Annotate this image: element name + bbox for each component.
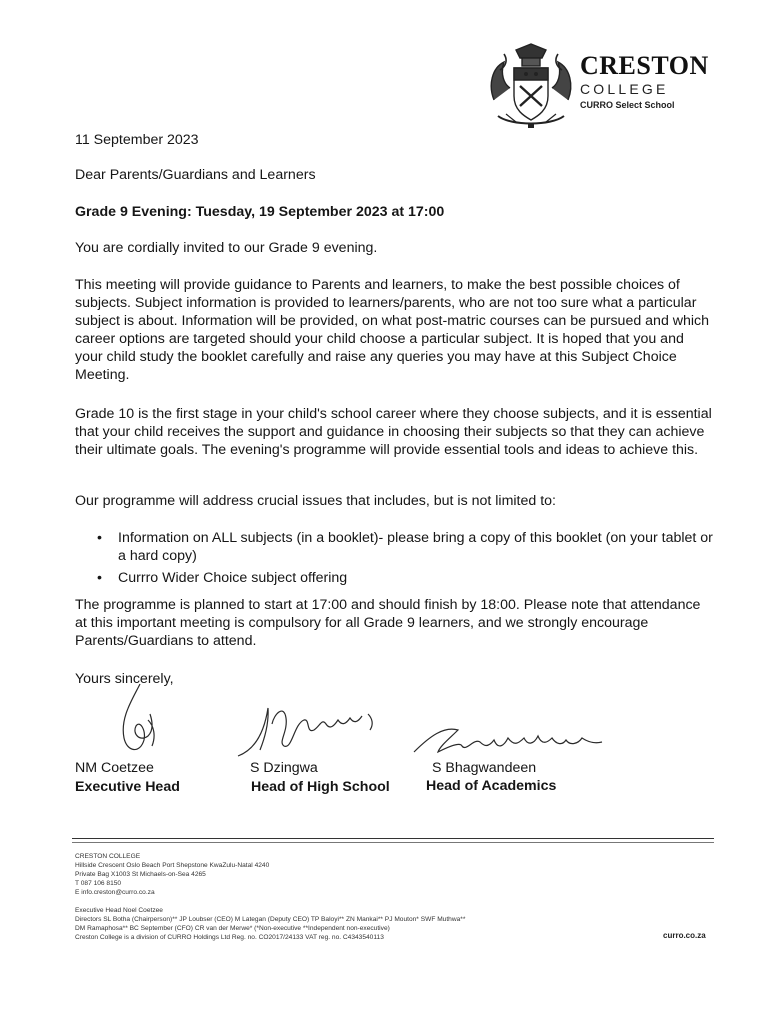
paragraph-programme-intro: Our programme will address crucial issues that includes, but is not limited to: <box>75 493 556 509</box>
school-name: CRESTON <box>580 51 709 80</box>
school-subtitle: COLLEGE <box>580 81 669 97</box>
footer-company: Creston College is a division of CURRO Holdings Ltd Reg. no. CO2017/24133 VAT reg. no. C4343540113 <box>75 934 384 941</box>
footer-address: Hillside Crescent Oslo Beach Port Shepstone KwaZulu-Natal 4240 <box>75 862 270 869</box>
paragraph-grade10: Grade 10 is the first stage in your child's school career where they choose subjects, and it is essential that your child receives the support and guidance in choosing their subjects so that they can achieve their ultimate goals. The evening's programme will provide essential tools and ideas to achieve this. <box>75 406 712 458</box>
paragraph-invitation: You are cordially invited to our Grade 9 evening. <box>75 240 378 256</box>
signatory-title: Executive Head <box>75 779 180 795</box>
signatory-name: S Bhagwandeen <box>432 760 537 776</box>
letter-salutation: Dear Parents/Guardians and Learners <box>75 167 316 183</box>
letter-closing: Yours sincerely, <box>75 671 174 687</box>
paragraph-guidance: This meeting will provide guidance to Parents and learners, to make the best possible choices of subjects. Subject information is provided to learners/parents, who are not too sure what a particular subject is about. Information will be provided, on what post-matric courses can be pursued and which career options are targeted should your child choose a particular subject. It is hoped that you and your child study the booklet carefully and raise any queries you may have at this Subject Choice Meeting. <box>75 277 710 383</box>
footer-directors: DM Ramaphosa** BC September (CFO) CR van der Merwe* (*Non-executive **Independent non-executive) <box>75 925 390 932</box>
letter-subject: Grade 9 Evening: Tuesday, 19 September 2023 at 17:00 <box>75 204 445 220</box>
footer-exec-head: Executive Head Noel Coetzee <box>75 907 163 914</box>
footer-email: E info.creston@curro.co.za <box>75 889 155 896</box>
signature-dzingwa-icon <box>234 694 394 764</box>
school-tagline: CURRO Select School <box>580 100 675 110</box>
paragraph-schedule: The programme is planned to start at 17:00 and should finish by 18:00. Please note that attendance at this important meeting is compulsory for all Grade 9 learners, and we strongly encourage Parents/Guardians to attend. <box>75 597 701 649</box>
signature-bhagwandeen-icon <box>410 716 610 766</box>
signatory-title: Head of High School <box>251 779 390 795</box>
signatory-name: S Dzingwa <box>250 760 318 776</box>
list-item: • Currro Wider Choice subject offering <box>75 569 715 587</box>
signatory-title: Head of Academics <box>426 778 557 794</box>
signature-coetzee-icon <box>110 680 170 760</box>
footer-org: CRESTON COLLEGE <box>75 853 141 860</box>
footer-divider <box>72 838 714 839</box>
letter-date: 11 September 2023 <box>75 132 199 148</box>
footer-postal: Private Bag X1003 St Michaels-on-Sea 4265 <box>75 871 206 878</box>
footer-url: curro.co.za <box>663 931 706 940</box>
list-item: • Information on ALL subjects (in a booklet)- please bring a copy of this booklet (on your tablet or a hard copy) <box>75 529 715 565</box>
signatory-name: NM Coetzee <box>75 760 154 776</box>
letterhead <box>580 52 740 110</box>
footer-divider <box>72 842 714 843</box>
footer-phone: T 087 106 8150 <box>75 880 122 887</box>
school-crest-icon <box>486 40 576 132</box>
programme-list <box>75 529 715 591</box>
footer-directors: Directors SL Botha (Chairperson)** JP Loubser (CEO) M Lategan (Deputy CEO) TP Baloyi** ZN Mankai** PJ Mouton* SWF Muthwa** <box>75 916 466 923</box>
